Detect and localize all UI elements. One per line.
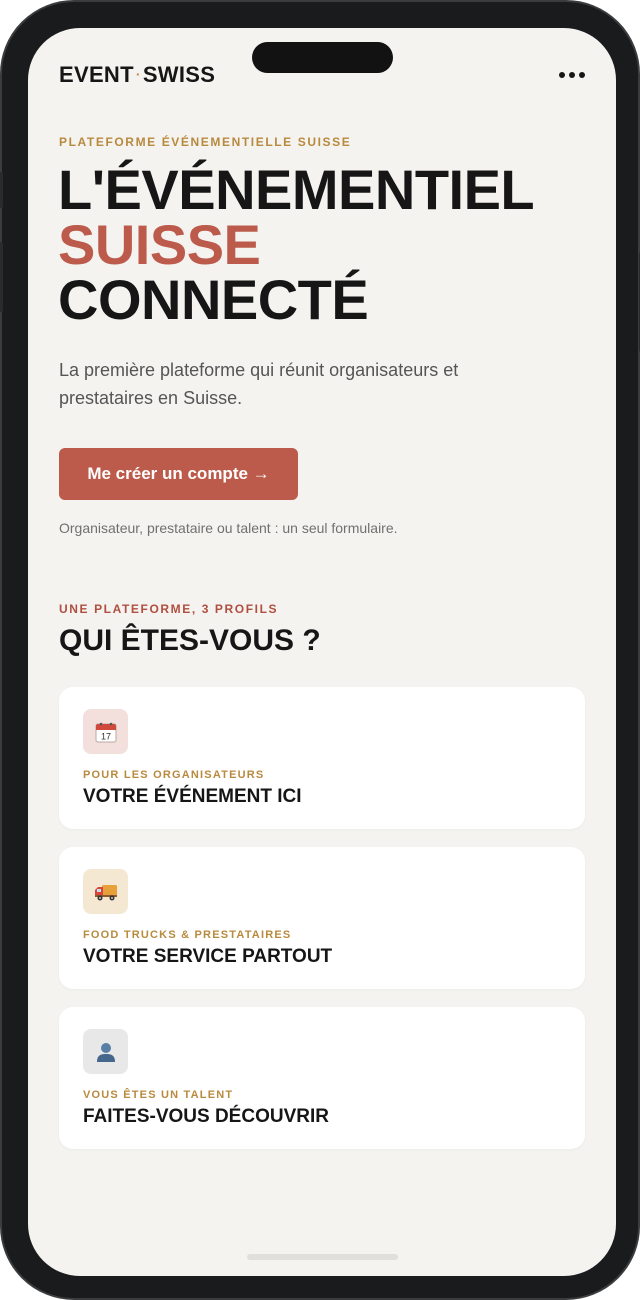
profile-card-organizers[interactable] <box>59 687 585 829</box>
logo-separator: · <box>135 66 141 82</box>
hero-title <box>58 158 535 331</box>
logo-word-swiss: SWISS <box>142 62 216 87</box>
dynamic-island <box>252 42 393 73</box>
logo-word-event: EVENT <box>59 62 134 87</box>
profile-card-label: VOUS ÊTES UN TALENT <box>83 1089 234 1101</box>
profile-card-talents[interactable] <box>59 1007 585 1149</box>
hero-title-line-3: CONNECTÉ <box>58 268 369 331</box>
create-account-button[interactable]: Me créer un compte → <box>59 448 298 500</box>
mute-switch <box>0 172 3 208</box>
profile-card-title: VOTRE ÉVÉNEMENT ICI <box>83 786 302 807</box>
calendar-icon <box>83 709 128 754</box>
svg-text:17: 17 <box>100 731 111 741</box>
profile-card-title: FAITES-VOUS DÉCOUVRIR <box>83 1106 329 1127</box>
menu-dot-icon <box>579 72 585 78</box>
profile-card-title: VOTRE SERVICE PARTOUT <box>83 946 333 967</box>
delivery-truck-icon <box>83 869 128 914</box>
profiles-eyebrow: UNE PLATEFORME, 3 PROFILS <box>59 602 279 616</box>
person-silhouette-icon <box>83 1029 128 1074</box>
more-menu-button[interactable] <box>555 64 589 86</box>
site-logo[interactable] <box>59 62 215 88</box>
volume-up-button <box>0 242 3 312</box>
screen <box>28 28 616 1276</box>
profiles-title: QUI ÊTES-VOUS ? <box>59 624 321 657</box>
profile-card-providers[interactable] <box>59 847 585 989</box>
menu-dot-icon <box>569 72 575 78</box>
hero-title-line-2: SUISSE <box>58 213 261 276</box>
hero-eyebrow: PLATEFORME ÉVÉNEMENTIELLE SUISSE <box>59 135 352 149</box>
home-indicator[interactable] <box>247 1254 398 1260</box>
hero-lead: La première plateforme qui réunit organisateurs et prestataires en Suisse. <box>59 360 459 408</box>
profile-card-label: FOOD TRUCKS & PRESTATAIRES <box>83 929 292 941</box>
menu-dot-icon <box>559 72 565 78</box>
cta-note: Organisateur, prestataire ou talent : un seul formulaire. <box>59 520 398 536</box>
profile-card-label: POUR LES ORGANISATEURS <box>83 769 265 781</box>
hero-title-line-1: L'ÉVÉNEMENTIEL <box>58 158 535 221</box>
